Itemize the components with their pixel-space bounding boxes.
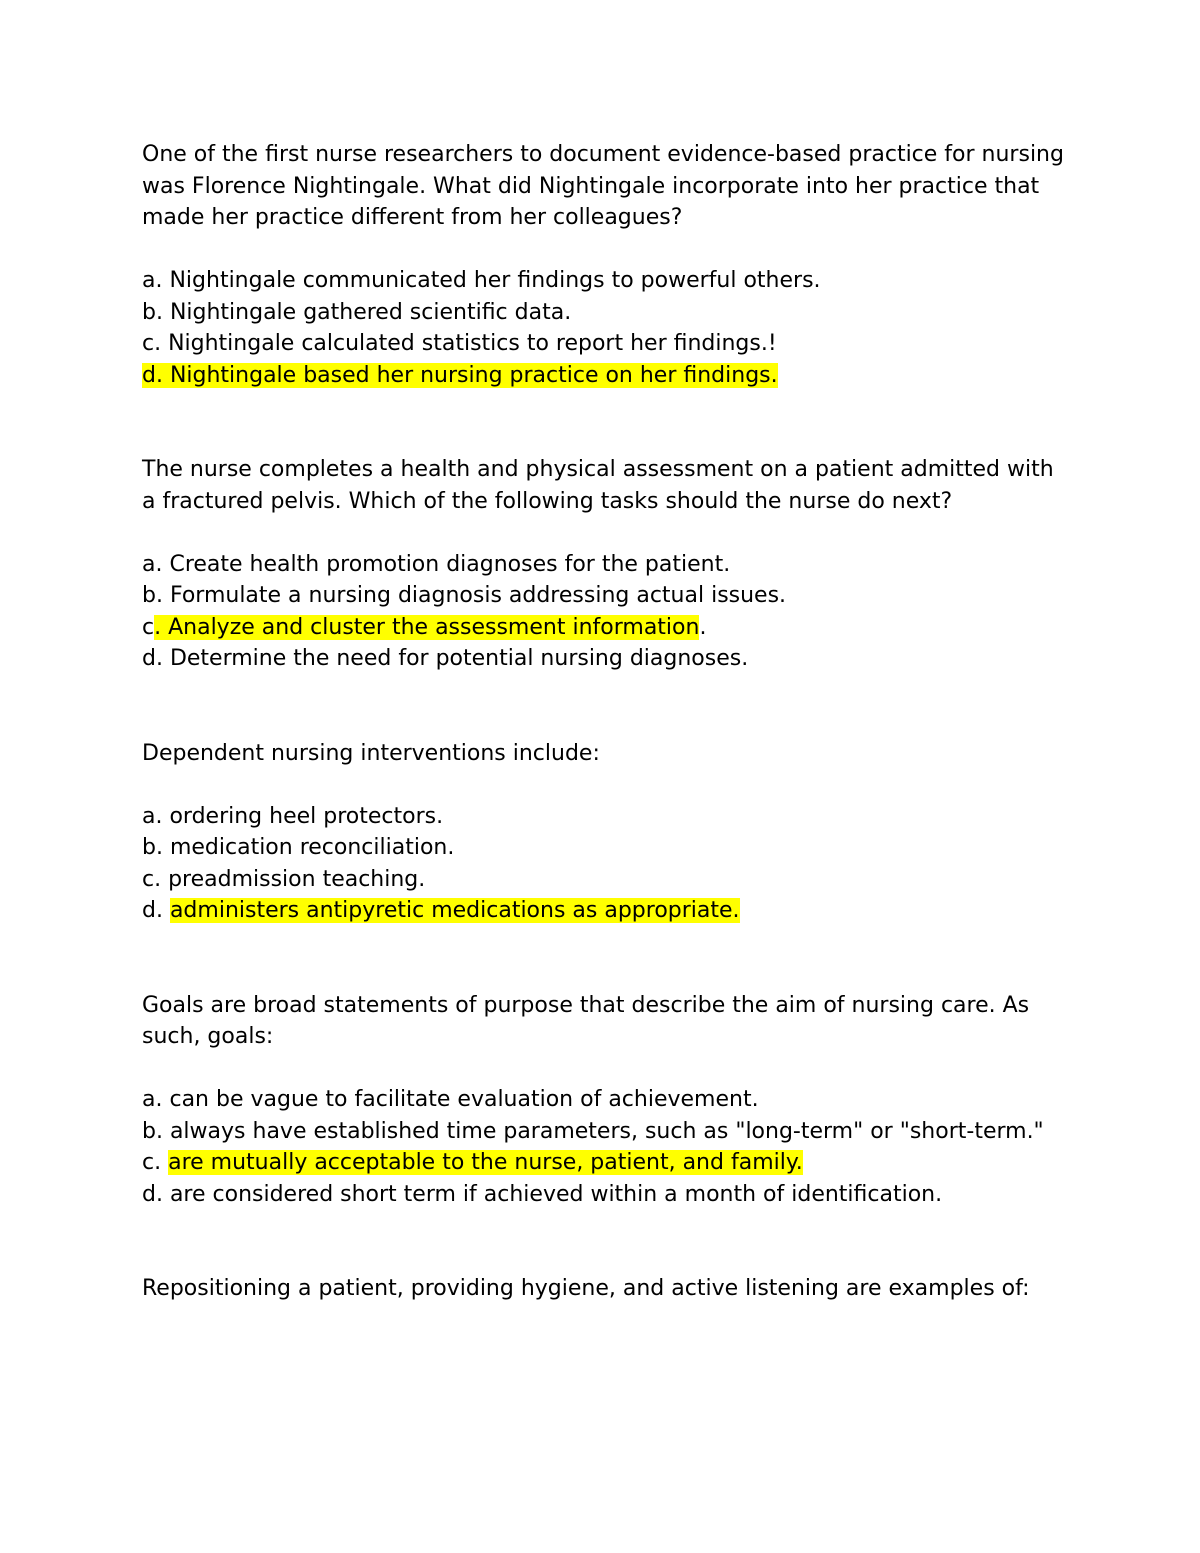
answer-option-b: b. medication reconciliation. xyxy=(142,835,455,860)
answer-options xyxy=(142,1084,1072,1210)
answer-option-a: a. can be vague to facilitate evaluation of achievement. xyxy=(142,1087,759,1112)
answer-option-b: b. always have established time parameters, such as "long-term" or "short-term." xyxy=(142,1118,1044,1144)
answer-options xyxy=(142,265,1072,391)
spacer xyxy=(142,675,1072,738)
spacer xyxy=(142,1210,1072,1273)
highlighted-answer: d. Nightingale based her nursing practice on her findings. xyxy=(142,362,778,388)
answer-option-d: d. administers antipyretic medications as appropriate. xyxy=(142,898,740,923)
highlighted-answer: administers antipyretic medications as appropriate. xyxy=(169,898,740,923)
question-stem: Goals are broad statements of purpose that describe the aim of nursing care. As such, goals: xyxy=(142,992,1030,1049)
answer-option-d: d. are considered short term if achieved within a month of identification. xyxy=(142,1181,943,1207)
document-page xyxy=(142,139,1072,1305)
question-1 xyxy=(142,139,1072,391)
question-stem: One of the first nurse researchers to document evidence-based practice for nursing was Florence Nightingale. What did Nightingale incorporate into her practice that made her practice different from her colleagues? xyxy=(142,142,1064,230)
answer-option-d xyxy=(142,360,1072,392)
answer-options xyxy=(142,801,1072,927)
answer-options xyxy=(142,549,1072,675)
answer-option-c: c. Analyze and cluster the assessment information. xyxy=(142,614,707,640)
spacer xyxy=(142,927,1072,990)
question-4 xyxy=(142,990,1072,1211)
answer-option-a: a. ordering heel protectors. xyxy=(142,803,444,829)
answer-option-d: d. Determine the need for potential nursing diagnoses. xyxy=(142,646,749,671)
question-2 xyxy=(142,454,1072,675)
answer-option-c: c. Nightingale calculated statistics to report her findings.! xyxy=(142,331,777,356)
highlighted-answer: . Analyze and cluster the assessment information xyxy=(154,614,700,640)
answer-option-c: c. preadmission teaching. xyxy=(142,866,426,892)
question-stem: Repositioning a patient, providing hygiene, and active listening are examples of: xyxy=(142,1276,1030,1301)
question-3 xyxy=(142,738,1072,927)
answer-option-b: b. Formulate a nursing diagnosis addressing actual issues. xyxy=(142,583,787,608)
question-5 xyxy=(142,1273,1072,1305)
answer-option-a: a. Create health promotion diagnoses for the patient. xyxy=(142,551,731,577)
highlighted-answer: are mutually acceptable to the nurse, patient, and family. xyxy=(168,1150,803,1175)
question-stem: The nurse completes a health and physical assessment on a patient admitted with a fractured pelvis. Which of the following tasks should the nurse do next? xyxy=(142,457,1054,514)
answer-option-a: a. Nightingale communicated her findings to powerful others. xyxy=(142,268,821,293)
spacer xyxy=(142,391,1072,454)
question-stem: Dependent nursing interventions include: xyxy=(142,740,600,766)
answer-option-b: b. Nightingale gathered scientific data. xyxy=(142,299,572,325)
answer-option-c: c. are mutually acceptable to the nurse, patient, and family. xyxy=(142,1150,803,1175)
